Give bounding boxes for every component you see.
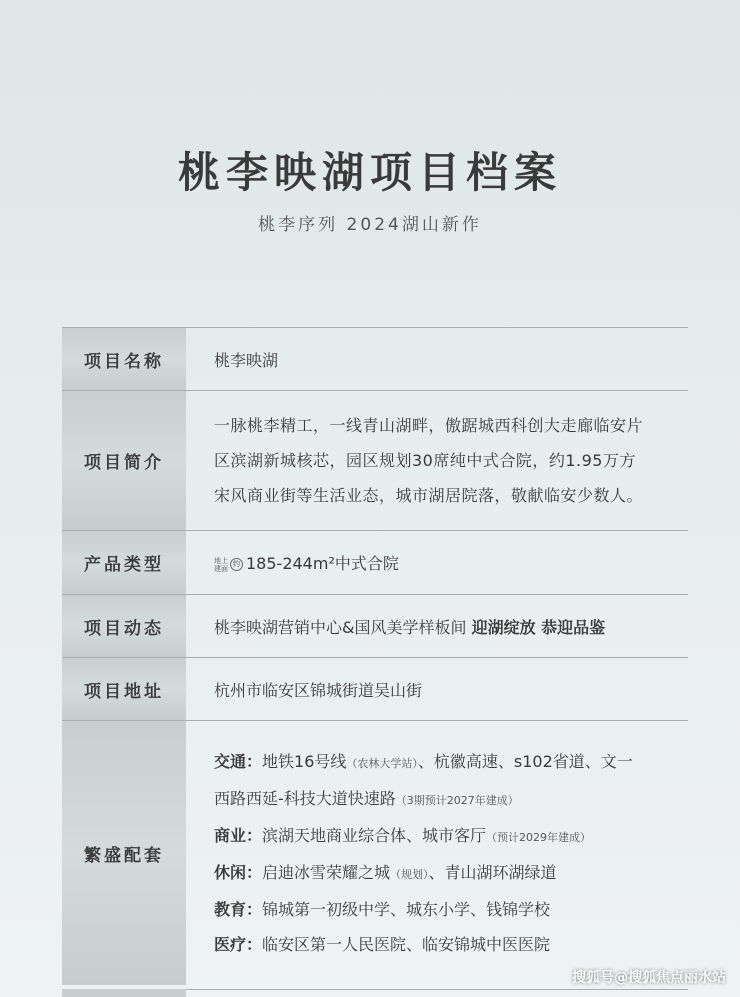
row-value [186, 391, 688, 530]
watermark: 搜狐号@搜狐焦点丽水站 [572, 970, 726, 986]
approx-badge: 约 [230, 558, 243, 571]
table-row-news [62, 595, 688, 658]
table-row-address [62, 658, 688, 721]
intro-line: 区滨湖新城核芯，园区规划30席纯中式合院，约1.95万方 [214, 451, 636, 470]
amenity-leisure: 休闲：启迪冰雪荣耀之城（规划）、青山湖环湖绿道 [214, 863, 557, 882]
row-value [186, 531, 688, 594]
row-value: 桃李映湖 [214, 350, 279, 370]
table-row-amenities [62, 721, 688, 985]
amenity-medical: 医疗：临安区第一人民医院、临安锦城中医医院 [214, 935, 551, 954]
intro-line: 宋风商业街等生活业态，城市湖居院落，敬献临安少数人。 [214, 486, 644, 505]
next-row-label-edge [62, 989, 186, 997]
row-label: 项目动态 [62, 595, 186, 657]
amenity-education: 教育：锦城第一初级中学、城东小学、钱锦学校 [214, 900, 551, 919]
row-value [186, 721, 688, 985]
table-row-type [62, 531, 688, 595]
amenity-traffic: 交通：地铁16号线（农林大学站）、杭徽高速、s102省道、文一 [214, 752, 633, 771]
intro-line: 一脉桃李精工，一线青山湖畔，傲踞城西科创大走廊临安片 [214, 416, 644, 435]
row-label: 繁盛配套 [62, 721, 186, 985]
type-value: 185-244m²中式合院 [246, 554, 399, 573]
row-label: 产品类型 [62, 531, 186, 594]
row-label: 项目地址 [62, 658, 186, 720]
next-row-divider [186, 989, 688, 990]
news-highlight: 迎湖绽放 恭迎品鉴 [471, 617, 606, 637]
area-tag: 地上 建面 [214, 556, 228, 573]
row-label: 项目简介 [62, 391, 186, 530]
table-row-name [62, 328, 688, 391]
project-info-table [62, 327, 688, 985]
row-value: 桃李映湖营销中心&国风美学样板间 迎湖绽放 恭迎品鉴 [214, 617, 606, 637]
row-value: 杭州市临安区锦城街道吴山街 [214, 680, 423, 700]
table-row-intro [62, 391, 688, 531]
page-title: 桃李映湖项目档案 [177, 148, 562, 197]
row-label: 项目名称 [62, 328, 186, 390]
amenity-commerce: 商业：滨湖天地商业综合体、城市客厅（预计2029年建成） [214, 826, 592, 845]
page-subtitle: 桃李序列 2024湖山新作 [258, 215, 482, 235]
amenity-traffic-cont: 西路西延-科技大道快速路（3期预计2027年建成） [214, 789, 519, 808]
